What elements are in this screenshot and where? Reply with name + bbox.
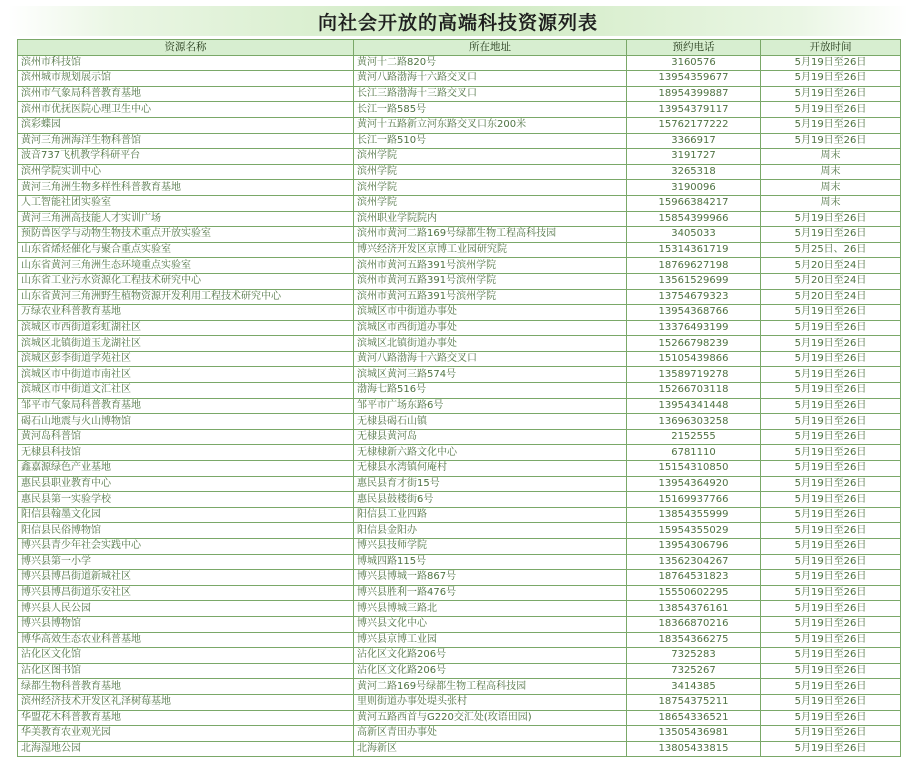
cell-address: 黄河八路渤海十六路交叉口 (354, 71, 627, 87)
table-row (18, 149, 901, 165)
cell-open-time: 5月19日至26日 (761, 461, 901, 477)
cell-resource-name: 黄河岛科普馆 (18, 429, 354, 445)
cell-phone: 13562304267 (627, 554, 761, 570)
cell-resource-name: 阳信县民俗博物馆 (18, 523, 354, 539)
cell-address: 滨州市黄河二路169号绿都生物工程高科技园 (354, 227, 627, 243)
table-row (18, 585, 901, 601)
cell-phone: 18764531823 (627, 570, 761, 586)
cell-open-time: 5月19日至26日 (761, 86, 901, 102)
cell-phone: 18366870216 (627, 616, 761, 632)
cell-resource-name: 滨州市气象局科普教育基地 (18, 86, 354, 102)
table-row (18, 492, 901, 508)
cell-resource-name: 山东省工业污水资源化工程技术研究中心 (18, 273, 354, 289)
header-name: 资源名称 (18, 40, 354, 56)
cell-open-time: 5月19日至26日 (761, 648, 901, 664)
cell-open-time: 5月19日至26日 (761, 694, 901, 710)
table-row (18, 86, 901, 102)
table-row (18, 227, 901, 243)
cell-address: 滨州职业学院院内 (354, 211, 627, 227)
cell-resource-name: 滨州经济技术开发区礼泽树莓基地 (18, 694, 354, 710)
cell-resource-name: 山东省黄河三角洲生态环境重点实验室 (18, 258, 354, 274)
cell-open-time: 周末 (761, 164, 901, 180)
cell-open-time: 5月19日至26日 (761, 351, 901, 367)
cell-resource-name: 滨城区北镇街道玉龙湖社区 (18, 336, 354, 352)
cell-resource-name: 华盟花木科普教育基地 (18, 710, 354, 726)
table-row (18, 694, 901, 710)
cell-resource-name: 滨彩蝶园 (18, 117, 354, 133)
cell-open-time: 5月19日至26日 (761, 492, 901, 508)
cell-address: 黄河十二路820号 (354, 55, 627, 71)
cell-address: 无棣县水湾镇何庵村 (354, 461, 627, 477)
cell-open-time: 5月19日至26日 (761, 710, 901, 726)
table-row (18, 507, 901, 523)
cell-address: 博兴县技师学院 (354, 539, 627, 555)
cell-resource-name: 博华高效生态农业科普基地 (18, 632, 354, 648)
cell-resource-name: 华美教育农业观光园 (18, 726, 354, 742)
cell-resource-name: 波音737飞机教学科研平台 (18, 149, 354, 165)
cell-address: 滨城区市中街道办事处 (354, 305, 627, 321)
table-row (18, 679, 901, 695)
cell-address: 滨城区黄河三路574号 (354, 367, 627, 383)
cell-phone: 18954399887 (627, 86, 761, 102)
cell-address: 邹平市广场东路6号 (354, 398, 627, 414)
cell-phone: 7325283 (627, 648, 761, 664)
cell-open-time: 周末 (761, 180, 901, 196)
cell-open-time: 5月19日至26日 (761, 523, 901, 539)
cell-phone: 18769627198 (627, 258, 761, 274)
cell-phone: 15154310850 (627, 461, 761, 477)
cell-phone: 15966384217 (627, 195, 761, 211)
cell-phone: 13954364920 (627, 476, 761, 492)
cell-address: 博兴县胜利一路476号 (354, 585, 627, 601)
cell-phone: 3405033 (627, 227, 761, 243)
cell-resource-name: 滨城区市西街道彩虹湖社区 (18, 320, 354, 336)
cell-open-time: 5月19日至26日 (761, 663, 901, 679)
cell-address: 无棣县黄河岛 (354, 429, 627, 445)
cell-address: 黄河五路西首与G220交汇处(玫语田园) (354, 710, 627, 726)
cell-phone: 7325267 (627, 663, 761, 679)
cell-resource-name: 人工智能社团实验室 (18, 195, 354, 211)
cell-phone: 13505436981 (627, 726, 761, 742)
cell-address: 阳信县金阳办 (354, 523, 627, 539)
table-row (18, 648, 901, 664)
cell-phone: 13754679323 (627, 289, 761, 305)
cell-phone: 13954379117 (627, 102, 761, 118)
cell-phone: 13954368766 (627, 305, 761, 321)
cell-phone: 15266703118 (627, 383, 761, 399)
cell-phone: 3190096 (627, 180, 761, 196)
cell-address: 沾化区文化路206号 (354, 648, 627, 664)
cell-address: 长江三路渤海十三路交叉口 (354, 86, 627, 102)
cell-address: 无棣县碣石山镇 (354, 414, 627, 430)
table-row (18, 320, 901, 336)
cell-open-time: 5月19日至26日 (761, 601, 901, 617)
cell-open-time: 5月19日至26日 (761, 320, 901, 336)
cell-address: 高新区青田办事处 (354, 726, 627, 742)
cell-resource-name: 无棣县科技馆 (18, 445, 354, 461)
cell-phone: 13954359677 (627, 71, 761, 87)
cell-open-time: 5月19日至26日 (761, 554, 901, 570)
cell-phone: 2152555 (627, 429, 761, 445)
cell-open-time: 5月19日至26日 (761, 211, 901, 227)
cell-resource-name: 惠民县第一实验学校 (18, 492, 354, 508)
cell-resource-name: 黄河三角洲海洋生物科普馆 (18, 133, 354, 149)
table-row (18, 273, 901, 289)
cell-open-time: 5月19日至26日 (761, 507, 901, 523)
table-row (18, 117, 901, 133)
cell-address: 惠民县育才街15号 (354, 476, 627, 492)
table-row (18, 351, 901, 367)
cell-address: 滨州学院 (354, 164, 627, 180)
table-row (18, 616, 901, 632)
cell-address: 黄河十五路新立河东路交叉口东200米 (354, 117, 627, 133)
cell-resource-name: 滨城区彭李街道学苑社区 (18, 351, 354, 367)
cell-open-time: 5月19日至26日 (761, 55, 901, 71)
cell-open-time: 5月20日至24日 (761, 273, 901, 289)
cell-open-time: 5月19日至26日 (761, 227, 901, 243)
cell-open-time: 5月19日至26日 (761, 71, 901, 87)
cell-phone: 18654336521 (627, 710, 761, 726)
table-row (18, 258, 901, 274)
cell-phone: 13561529699 (627, 273, 761, 289)
table-row (18, 741, 901, 757)
table-row (18, 461, 901, 477)
cell-phone: 13954306796 (627, 539, 761, 555)
cell-resource-name: 山东省黄河三角洲野生植物资源开发利用工程技术研究中心 (18, 289, 354, 305)
table-row (18, 414, 901, 430)
cell-phone: 15105439866 (627, 351, 761, 367)
cell-open-time: 5月19日至26日 (761, 679, 901, 695)
cell-resource-name: 滨城区市中街道文汇社区 (18, 383, 354, 399)
table-row (18, 554, 901, 570)
cell-phone: 18354366275 (627, 632, 761, 648)
cell-phone: 13376493199 (627, 320, 761, 336)
table-row (18, 164, 901, 180)
cell-resource-name: 碣石山地震与火山博物馆 (18, 414, 354, 430)
table-row (18, 632, 901, 648)
cell-address: 长江一路585号 (354, 102, 627, 118)
resource-table (17, 39, 901, 757)
cell-phone: 3191727 (627, 149, 761, 165)
page-title: 向社会开放的高端科技资源列表 (317, 11, 598, 34)
cell-open-time: 5月19日至26日 (761, 336, 901, 352)
cell-resource-name: 博兴县博物馆 (18, 616, 354, 632)
cell-address: 滨城区北镇街道办事处 (354, 336, 627, 352)
cell-address: 博兴经济开发区京博工业园研究院 (354, 242, 627, 258)
cell-address: 渤海七路516号 (354, 383, 627, 399)
cell-open-time: 5月20日至24日 (761, 258, 901, 274)
cell-resource-name: 沾化区文化馆 (18, 648, 354, 664)
cell-address: 黄河二路169号绿都生物工程高科技园 (354, 679, 627, 695)
cell-phone: 15954355029 (627, 523, 761, 539)
cell-phone: 13854355999 (627, 507, 761, 523)
header-phone: 预约电话 (627, 40, 761, 56)
cell-phone: 13854376161 (627, 601, 761, 617)
cell-resource-name: 博兴县博昌街道新城社区 (18, 570, 354, 586)
table-row (18, 305, 901, 321)
cell-open-time: 5月25日、26日 (761, 242, 901, 258)
cell-address: 博兴县博城三路北 (354, 601, 627, 617)
table-row (18, 367, 901, 383)
cell-phone: 15762177222 (627, 117, 761, 133)
cell-address: 滨州学院 (354, 195, 627, 211)
cell-address: 无棣棣新六路文化中心 (354, 445, 627, 461)
cell-address: 长江一路510号 (354, 133, 627, 149)
cell-resource-name: 鑫嘉源绿色产业基地 (18, 461, 354, 477)
cell-phone: 15266798239 (627, 336, 761, 352)
cell-open-time: 5月19日至26日 (761, 133, 901, 149)
table-row (18, 55, 901, 71)
table-row (18, 601, 901, 617)
cell-resource-name: 邹平市气象局科普教育基地 (18, 398, 354, 414)
table-row (18, 180, 901, 196)
cell-open-time: 5月19日至26日 (761, 476, 901, 492)
cell-address: 北海新区 (354, 741, 627, 757)
cell-phone: 6781110 (627, 445, 761, 461)
cell-phone: 15854399966 (627, 211, 761, 227)
cell-resource-name: 博兴县第一小学 (18, 554, 354, 570)
header-time: 开放时间 (761, 40, 901, 56)
cell-address: 里则街道办事处堤头张村 (354, 694, 627, 710)
cell-phone: 3160576 (627, 55, 761, 71)
cell-phone: 13589719278 (627, 367, 761, 383)
table-row (18, 539, 901, 555)
cell-phone: 13805433815 (627, 741, 761, 757)
cell-resource-name: 惠民县职业教育中心 (18, 476, 354, 492)
cell-resource-name: 万绿农业科普教育基地 (18, 305, 354, 321)
cell-open-time: 5月19日至26日 (761, 429, 901, 445)
cell-phone: 3265318 (627, 164, 761, 180)
table-row (18, 398, 901, 414)
cell-phone: 15169937766 (627, 492, 761, 508)
cell-open-time: 5月19日至26日 (761, 539, 901, 555)
cell-open-time: 周末 (761, 195, 901, 211)
table-row (18, 336, 901, 352)
table-row (18, 242, 901, 258)
cell-open-time: 5月19日至26日 (761, 445, 901, 461)
cell-open-time: 5月19日至26日 (761, 726, 901, 742)
cell-open-time: 5月19日至26日 (761, 741, 901, 757)
cell-open-time: 周末 (761, 149, 901, 165)
table-row (18, 133, 901, 149)
table-row (18, 445, 901, 461)
cell-address: 博城四路115号 (354, 554, 627, 570)
cell-open-time: 5月19日至26日 (761, 117, 901, 133)
cell-address: 滨州市黄河五路391号滨州学院 (354, 289, 627, 305)
cell-resource-name: 预防兽医学与动物生物技术重点开放实验室 (18, 227, 354, 243)
cell-resource-name: 黄河三角洲高技能人才实训广场 (18, 211, 354, 227)
cell-resource-name: 黄河三角洲生物多样性科普教育基地 (18, 180, 354, 196)
cell-address: 滨城区市西街道办事处 (354, 320, 627, 336)
cell-address: 惠民县鼓楼街6号 (354, 492, 627, 508)
cell-open-time: 5月20日至24日 (761, 289, 901, 305)
cell-resource-name: 滨州市优抚医院心理卫生中心 (18, 102, 354, 118)
cell-address: 滨州市黄河五路391号滨州学院 (354, 273, 627, 289)
cell-address: 滨州市黄河五路391号滨州学院 (354, 258, 627, 274)
table-row (18, 195, 901, 211)
cell-open-time: 5月19日至26日 (761, 570, 901, 586)
cell-phone: 15314361719 (627, 242, 761, 258)
cell-phone: 13954341448 (627, 398, 761, 414)
title-band (8, 6, 908, 36)
cell-address: 滨州学院 (354, 149, 627, 165)
cell-phone: 13696303258 (627, 414, 761, 430)
cell-open-time: 5月19日至26日 (761, 102, 901, 118)
cell-open-time: 5月19日至26日 (761, 367, 901, 383)
cell-resource-name: 博兴县博昌街道乐安社区 (18, 585, 354, 601)
cell-resource-name: 博兴县青少年社会实践中心 (18, 539, 354, 555)
table-row (18, 211, 901, 227)
table-row (18, 726, 901, 742)
cell-resource-name: 滨城区市中街道市南社区 (18, 367, 354, 383)
cell-resource-name: 阳信县翰墨文化园 (18, 507, 354, 523)
cell-resource-name: 北海湿地公园 (18, 741, 354, 757)
cell-address: 博兴县博城一路867号 (354, 570, 627, 586)
cell-resource-name: 沾化区图书馆 (18, 663, 354, 679)
table-row (18, 570, 901, 586)
cell-open-time: 5月19日至26日 (761, 398, 901, 414)
table-row (18, 429, 901, 445)
cell-phone: 3414385 (627, 679, 761, 695)
cell-phone: 18754375211 (627, 694, 761, 710)
cell-resource-name: 滨州市科技馆 (18, 55, 354, 71)
cell-open-time: 5月19日至26日 (761, 585, 901, 601)
cell-resource-name: 绿都生物科普教育基地 (18, 679, 354, 695)
cell-resource-name: 滨州城市规划展示馆 (18, 71, 354, 87)
cell-resource-name: 山东省烯烃催化与聚合重点实验室 (18, 242, 354, 258)
table-row (18, 710, 901, 726)
table-row (18, 663, 901, 679)
table-header-row (18, 40, 901, 56)
cell-phone: 3366917 (627, 133, 761, 149)
cell-address: 滨州学院 (354, 180, 627, 196)
cell-address: 博兴县京博工业园 (354, 632, 627, 648)
cell-phone: 15550602295 (627, 585, 761, 601)
cell-resource-name: 滨州学院实训中心 (18, 164, 354, 180)
cell-open-time: 5月19日至26日 (761, 632, 901, 648)
cell-resource-name: 博兴县人民公园 (18, 601, 354, 617)
cell-address: 博兴县文化中心 (354, 616, 627, 632)
table-row (18, 102, 901, 118)
cell-address: 阳信县工业四路 (354, 507, 627, 523)
cell-open-time: 5月19日至26日 (761, 305, 901, 321)
table-row (18, 71, 901, 87)
cell-address: 黄河八路渤海十六路交叉口 (354, 351, 627, 367)
table-row (18, 523, 901, 539)
cell-open-time: 5月19日至26日 (761, 383, 901, 399)
table-row (18, 476, 901, 492)
cell-open-time: 5月19日至26日 (761, 414, 901, 430)
header-address: 所在地址 (354, 40, 627, 56)
cell-open-time: 5月19日至26日 (761, 616, 901, 632)
table-row (18, 289, 901, 305)
cell-address: 沾化区文化路206号 (354, 663, 627, 679)
table-row (18, 383, 901, 399)
